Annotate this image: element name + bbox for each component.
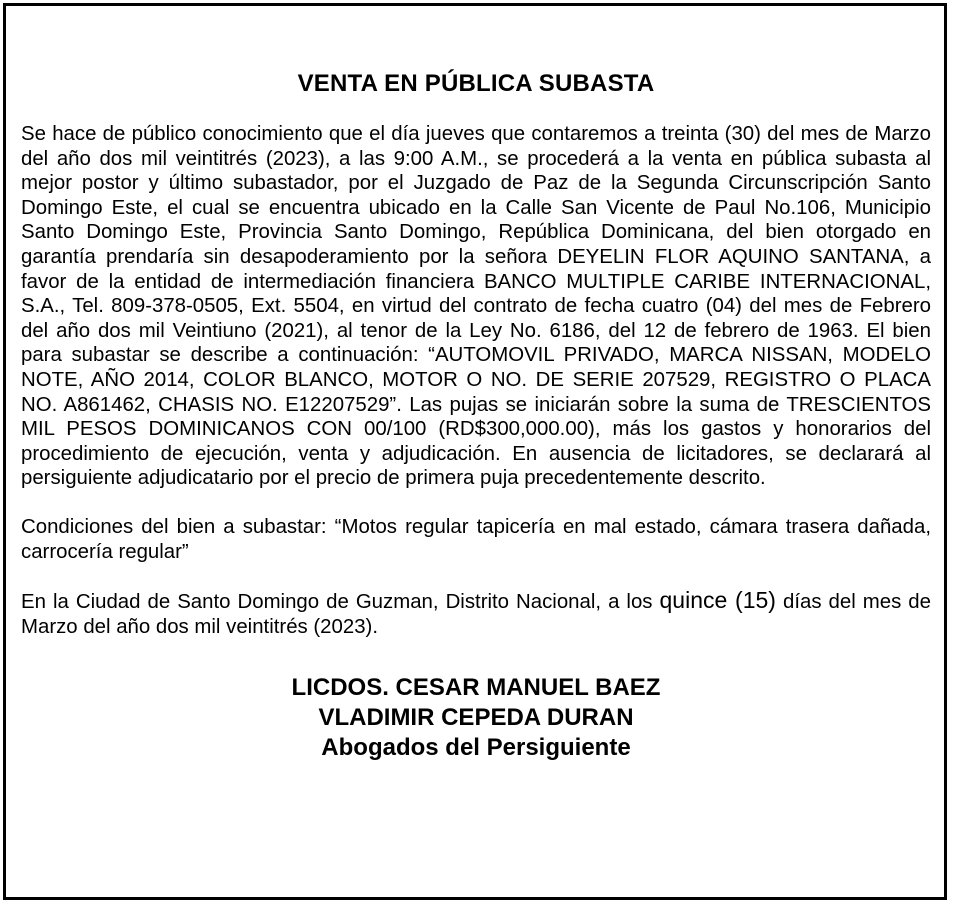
body-paragraph: Se hace de público conocimiento que el día jueves que contaremos a treinta (30) del mes de Marzo del año dos mil veintitrés (2023), a las 9:00 A.M., se procederá a la venta en pública subasta al mejor postor y último subastador, por el Juzgado de Paz de la Segunda Circunscripción Santo Domingo Este, el cual se encuentra ubicado en la Calle San Vicente de Paul No.106, Municipio Santo Domingo Este, Provincia Santo Domingo, República Dominicana, del bien otorgado en garantía prendaría sin desapoderamiento por la señora DEYELIN FLOR AQUINO SANTANA, a favor de la entidad de intermediación financiera BANCO MULTIPLE CARIBE INTERNACIONAL, S.A., Tel. 809-378-0505, Ext. 5504, en virtud del contrato de fecha cuatro (04) del mes de Febrero del año dos mil Veintiuno (2021), al tenor de la Ley No. 6186, del 12 de febrero de 1963. El bien para subastar se describe a continuación: “AUTOMOVIL PRIVADO, MARCA NISSAN, MODELO NOTE, AÑO 2014, COLOR BLANCO, MOTOR O NO. DE SERIE 207529, REGISTRO O PLACA NO. A861462, CHASIS NO. E12207529”. Las pujas se iniciarán sobre la suma de TRESCIENTOS MIL PESOS DOMINICANOS CON 00/100 (RD$300,000.00), más los gastos y honorarios del procedimiento de ejecución, venta y adjudicación. En ausencia de licitadores, se declarará al persiguiente adjudicatario por el precio de primera puja precedentemente descrito.: [21, 123, 931, 490]
paragraph-spacer: [21, 564, 931, 588]
notice-title: VENTA EN PÚBLICA SUBASTA: [297, 70, 655, 97]
date-text-after: días del mes de Marzo del año dos mil veintitrés (2023).: [21, 591, 931, 638]
notice-content: [21, 68, 931, 763]
date-text-before: En la Ciudad de Santo Domingo de Guzman, Distrito Nacional, a los: [21, 591, 660, 614]
conditions-paragraph: Condiciones del bien a subastar: “Motos regular tapicería en mal estado, cámara trasera dañada, carrocería regular”: [21, 515, 931, 563]
date-text-emphasis: quince (15): [659, 587, 776, 614]
signature-block: [21, 673, 931, 763]
paragraph-spacer: [21, 491, 931, 515]
signature-line-second-lawyer: VLADIMIR CEPEDA DURAN: [318, 704, 634, 732]
signature-line-role: Abogados del Persiguiente: [321, 734, 631, 762]
date-paragraph: [21, 588, 931, 639]
signature-line-lawyers: LICDOS. CESAR MANUEL BAEZ: [291, 674, 661, 702]
